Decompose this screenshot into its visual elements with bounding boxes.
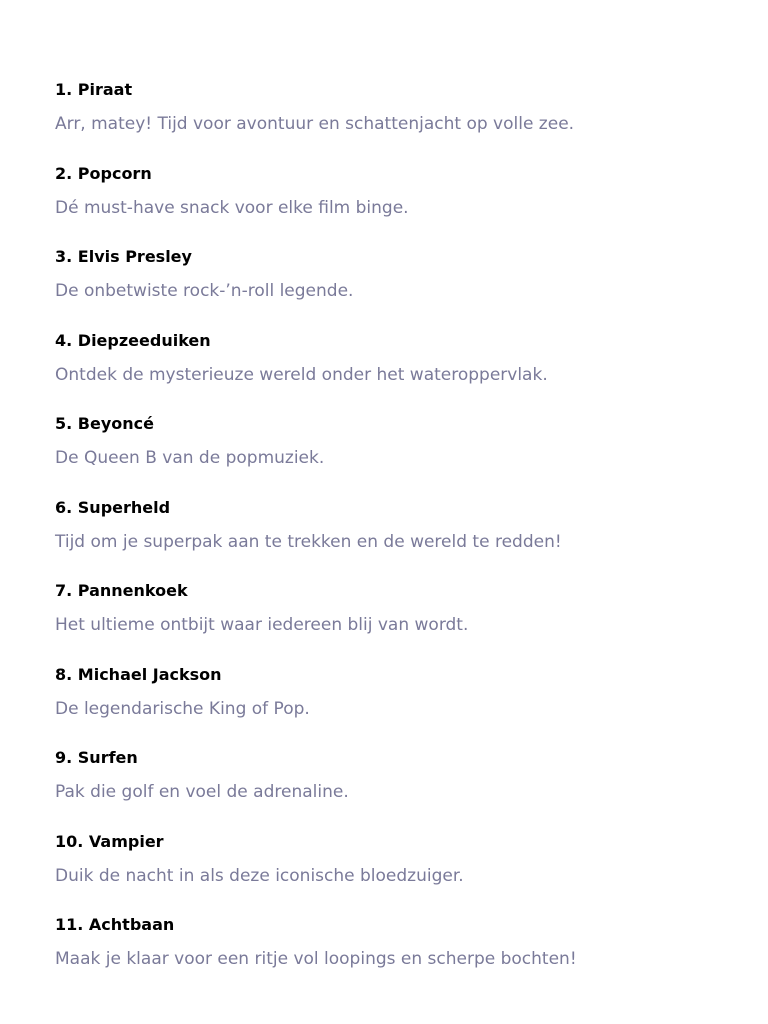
item-title: 11. Achtbaan bbox=[55, 915, 175, 934]
item-description: Pak die golf en voel de adrenaline. bbox=[55, 782, 349, 802]
list-item bbox=[55, 581, 713, 665]
list-item bbox=[55, 331, 713, 415]
list-item bbox=[55, 498, 713, 582]
item-title: 2. Popcorn bbox=[55, 163, 152, 183]
item-description: De legendarische King of Pop. bbox=[55, 698, 310, 719]
item-description: Ontdek de mysterieuze wereld onder het wateroppervlak. bbox=[55, 364, 548, 385]
item-description: Duik de nacht in als deze iconische bloedzuiger. bbox=[55, 865, 464, 886]
item-title: 3. Elvis Presley bbox=[55, 247, 192, 266]
list-item bbox=[55, 665, 713, 749]
item-description: Het ultieme ontbijt waar iedereen blij van wordt. bbox=[55, 615, 469, 635]
list-item bbox=[55, 915, 713, 999]
item-title: 6. Superheld bbox=[55, 497, 171, 517]
item-description: Tijd om je superpak aan te trekken en de wereld te redden! bbox=[55, 531, 562, 552]
item-description: De Queen B van de popmuziek. bbox=[55, 448, 325, 468]
list-item bbox=[55, 414, 713, 498]
list-item bbox=[55, 164, 713, 248]
list-item bbox=[55, 832, 713, 916]
list-item bbox=[55, 247, 713, 331]
item-title: 4. Diepzeeduiken bbox=[55, 330, 211, 350]
item-title: 5. Beyoncé bbox=[55, 414, 154, 433]
item-description: De onbetwiste rock-’n-roll legende. bbox=[55, 281, 354, 301]
list-item bbox=[55, 748, 713, 832]
list-item bbox=[55, 80, 713, 164]
item-title: 10. Vampier bbox=[55, 831, 164, 851]
item-title: 8. Michael Jackson bbox=[55, 664, 222, 684]
item-title: 1. Piraat bbox=[55, 80, 133, 99]
item-title: 9. Surfen bbox=[55, 748, 138, 767]
item-description: Dé must-have snack voor elke film binge. bbox=[55, 197, 409, 218]
item-description: Arr, matey! Tijd voor avontuur en schattenjacht op volle zee. bbox=[55, 114, 575, 134]
item-description: Maak je klaar voor een ritje vol loopings en scherpe bochten! bbox=[55, 949, 577, 969]
item-title: 7. Pannenkoek bbox=[55, 581, 188, 600]
